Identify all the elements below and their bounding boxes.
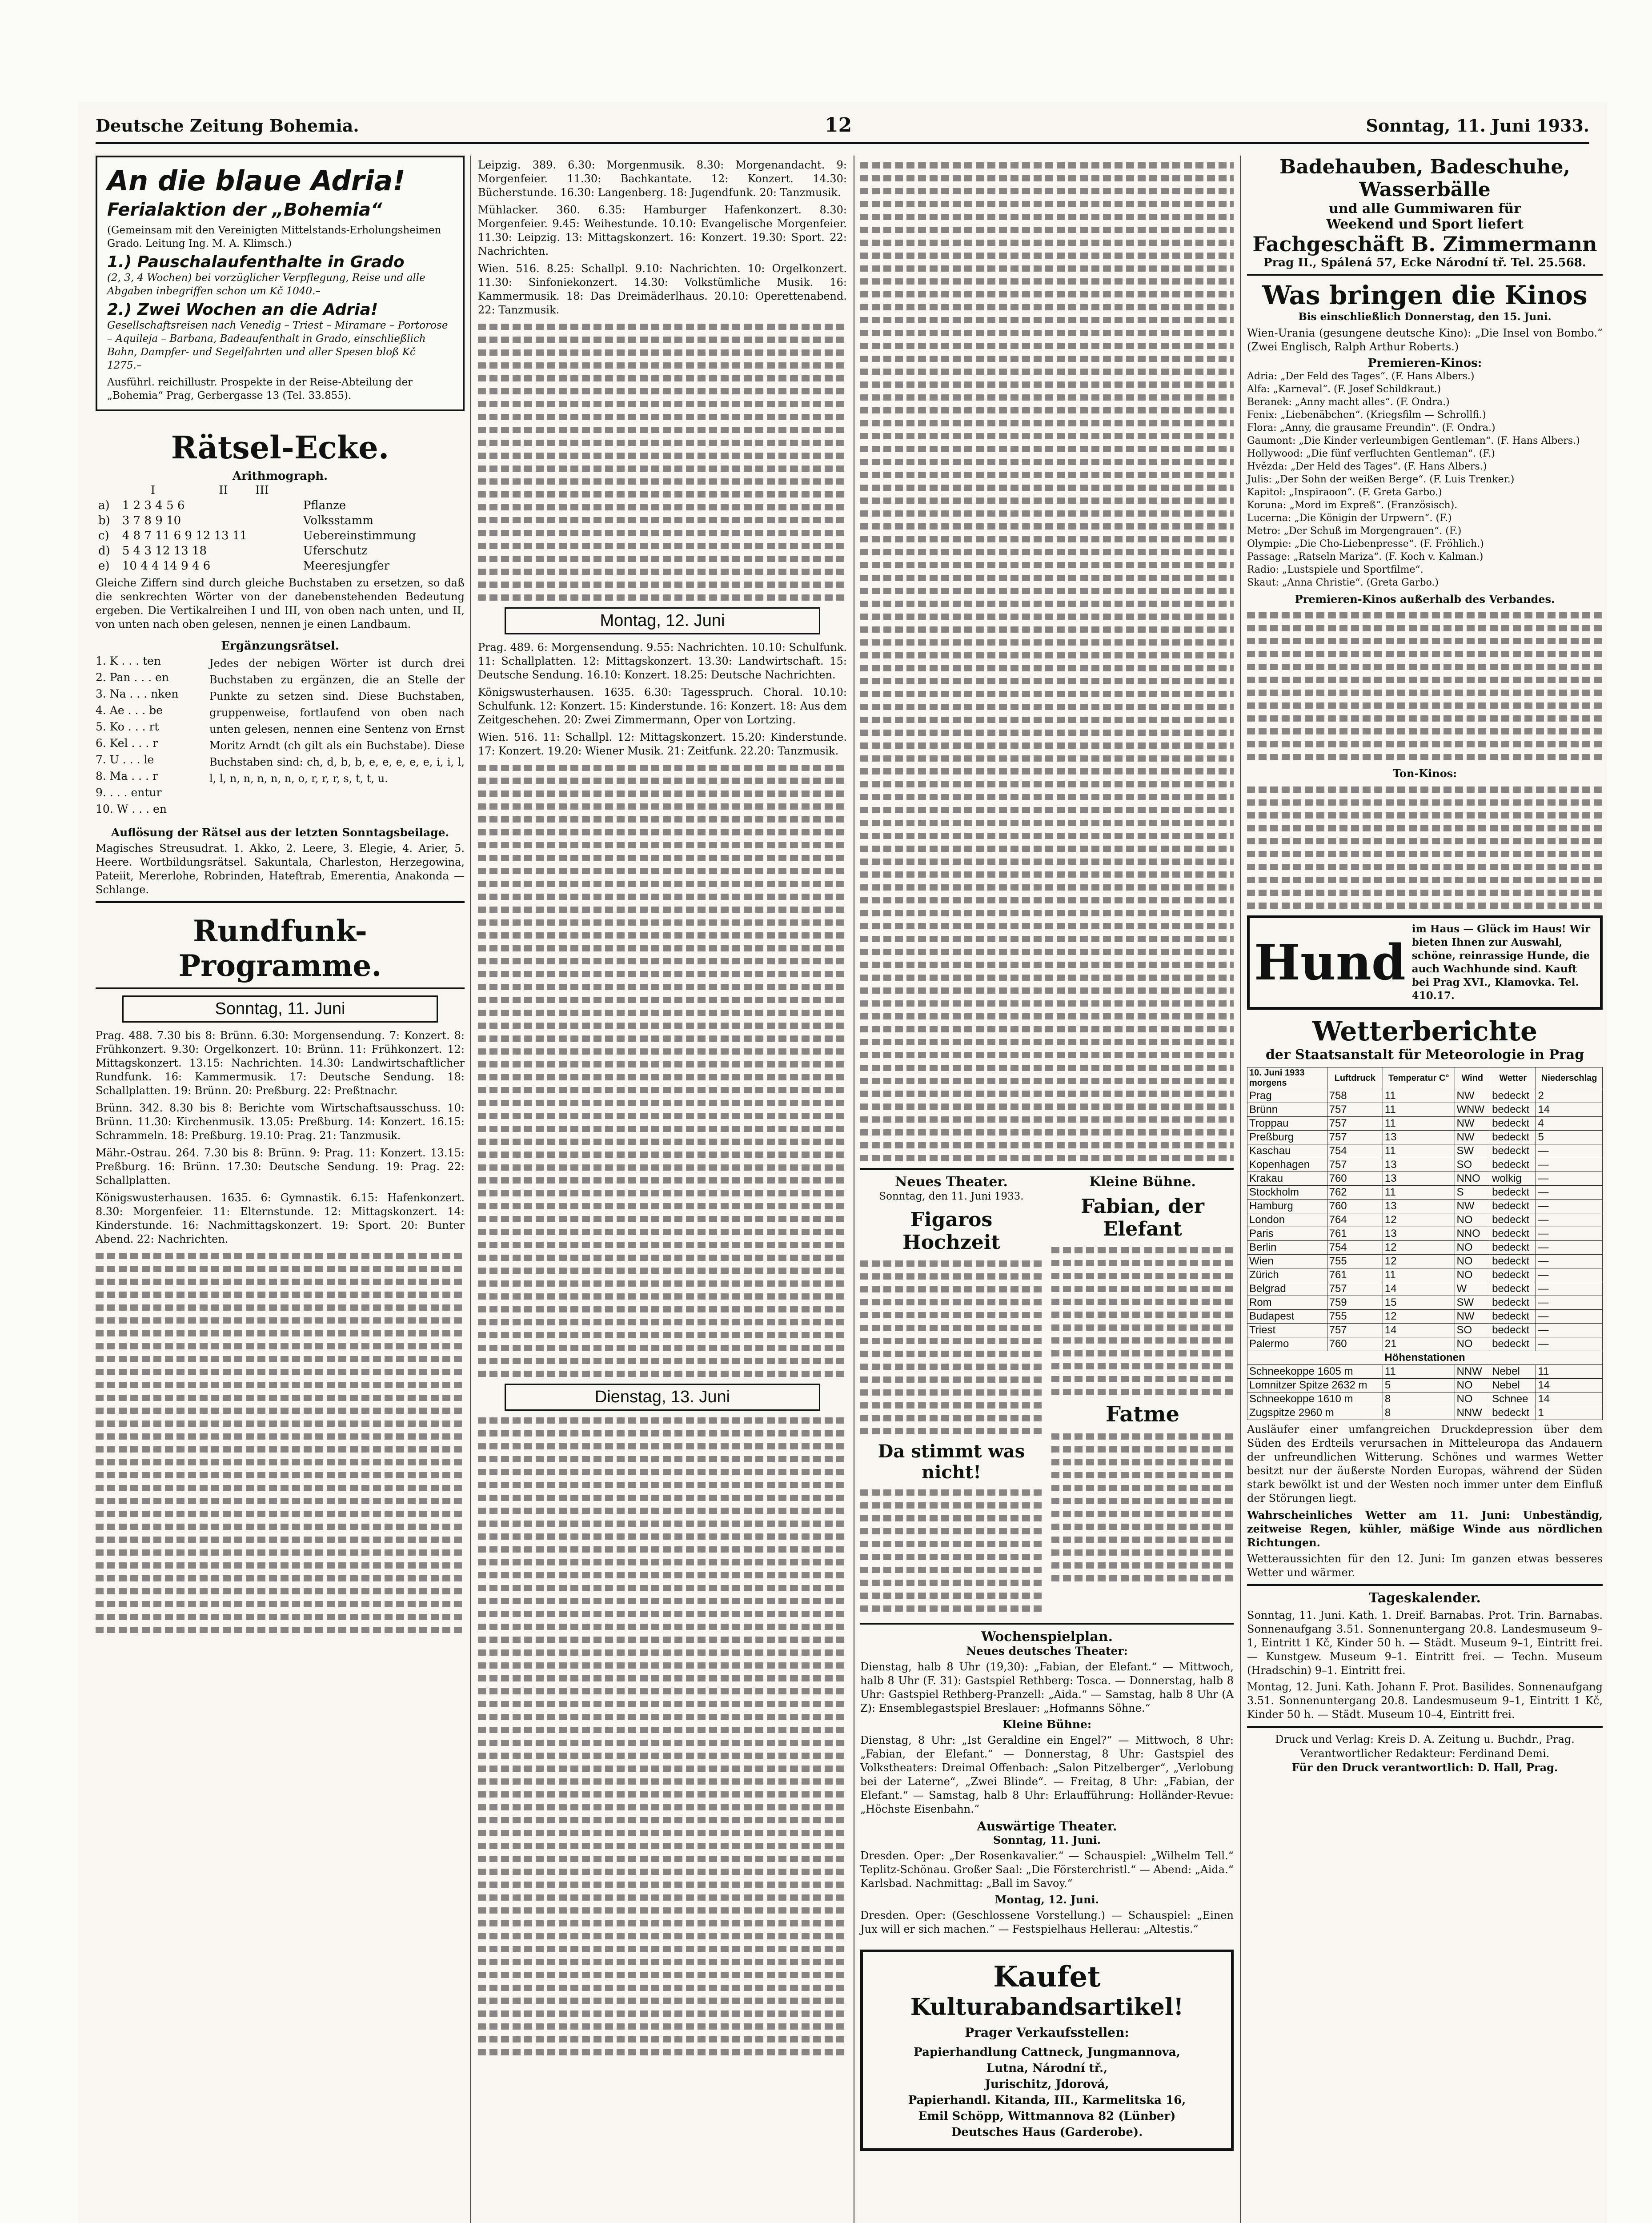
theater-date: Sonntag, den 11. Juni 1933. [879, 1191, 1024, 1202]
kultur-ad-sub: Prager Verkaufsstellen: [965, 2025, 1129, 2040]
weather-row: Preßburg 757 13 NW bedeckt 5 [1247, 1131, 1603, 1144]
divider [1247, 1584, 1603, 1586]
kultur-ad-title-2: Kulturabandsartikel! [910, 1994, 1184, 2021]
kino-premieren-title: Premieren-Kinos: [1367, 357, 1482, 370]
solution-title: Auflösung der Rätsel aus der letzten Sonntagsbeilage. [111, 826, 449, 839]
auswaertige-text: Dresden. Oper: (Geschlossene Vorstellung.) — Schauspiel: „Einen Jux will er sich machen.“ — Festspielhaus Hellerau: „Altestis.“ [860, 1909, 1234, 1935]
weather-row: Budapest 755 12 NW bedeckt — [1247, 1310, 1603, 1324]
arith-row: d) 5 4 3 12 13 18 Uferschutz [98, 544, 368, 558]
newspaper-page [78, 102, 1607, 2223]
page-number: 12 [825, 114, 852, 136]
column-divider [470, 156, 471, 2223]
theater-play: Fabian, der Elefant [1081, 1195, 1204, 1240]
kultur-ad-title: Kaufet [993, 1960, 1101, 1994]
zimmermann-line: und alle Gummiwaren für [1328, 201, 1521, 217]
day-heading-sunday: Sonntag, 11. Juni [122, 995, 438, 1023]
arith-col-header: I [150, 484, 156, 497]
weather-row: Kaschau 754 11 SW bedeckt — [1247, 1144, 1603, 1158]
puzzle-section-title: Rätsel-Ecke. [171, 429, 389, 466]
weather-row: Stockholm 762 11 S bedeckt — [1247, 1186, 1603, 1200]
imprint-line: Verantwortlicher Redakteur: Ferdinand Demi. [1300, 1747, 1550, 1760]
divider [96, 901, 465, 903]
erg-title: Ergänzungsrätsel. [221, 639, 339, 653]
weather-row: Krakau 760 13 NNO wolkig — [1247, 1172, 1603, 1186]
radio-program: Prag. 488. 7.30 bis 8: Brünn. 6.30: Morgensendung. 7: Konzert. 8: Frühkonzert. 9.30: Orgelkonzert. 10: Brünn. 11: Frühkonzert. 12: Mittagskonzert. 13.15: Nachrichten. 14.30: Landwirtschaftlicher Rundfunk. 16: Kammermusik. 17: Deutsche Sendung. 18: Schallplatten. 19: Brünn. 20: Preßburg. 22: Preßtnachr. Brünn. 342. 8.30 bis 8: Berichte vom Wirtschaftsausschuss. 10: Brünn. 11.30: Kirchenmusik. 13.05: Preßburg. 14: Konzert. 16.15: Schrammeln. 18: Preßburg. 19.10: Prag. 21: Tanzmusik. Mähr.-Ostrau. 264. 7.30 bis 8: Brünn. 9: Prag. 11: Konzert. 13.15: Preßburg. 16: Brünn. 17.30: Deutsche Sendung. 19: Prag. 22: Schallplatten. Königswusterhausen. 1635. 6: Gymnastik. 6.15: Hafenkonzert. 8.30: Morgenfeier. 11: Elternstunde. 12: Mittagskonzert. 14: Kinderstunde. 16: Nachmittagskonzert. 19: Sport. 20: Bunter Abend. 22: Nachrichten. [96, 1029, 465, 1245]
day-heading-monday: Montag, 12. Juni [505, 607, 820, 634]
arith-row: a) 1 2 3 4 5 6 Pflanze [98, 499, 346, 512]
weather-row: Palermo 760 21 NO bedeckt — [1247, 1337, 1603, 1351]
kulturverband-ad [860, 1950, 1234, 2151]
kino-sub: Bis einschließlich Donnerstag, den 15. Juni. [1298, 311, 1552, 323]
theater-title: Neues Theater. [895, 1174, 1008, 1190]
day-heading-tuesday: Dienstag, 13. Juni [505, 1384, 820, 1411]
kleine-buehne-title: Kleine Bühne: [1002, 1718, 1092, 1731]
issue-date: Sonntag, 11. Juni 1933. [1366, 116, 1589, 136]
adria-offer-2-text: Gesellschaftsreisen nach Venedig – Triest – Miramare – Portorose – Aquileja – Barbana, Badeaufenthalt in Grado, einschließlich Bahn, Dampfer- und Segelfahrten und aller Spesen bloß Kč 1275.– [107, 320, 448, 371]
auswaertige-date: Sonntag, 11. Juni. [993, 1834, 1101, 1846]
erg-list: 1. K . . . ten 2. Pan . . . en 3. Na . . . nken 4. Ae . . . be 5. Ko . . . rt 6. Kel . . . r 7. U . . . le 8. Ma . . . r 9. . . . entur 10. W . . . en [96, 654, 179, 815]
imprint-line: Druck und Verlag: Kreis D. A. Zeitung u. Buchdr., Prag. [1275, 1733, 1575, 1745]
arith-row: e) 10 4 4 14 9 4 6 Meeresjungfer [98, 559, 390, 573]
weather-hoch-row: Schneekoppe 1605 m 11 NNW Nebel 11 [1247, 1365, 1603, 1379]
hund-ad-title: Hund [1254, 934, 1406, 991]
imprint [1247, 1732, 1603, 1775]
adria-ad-title: An die blaue Adria! [107, 165, 405, 197]
tageskalender-text-2: Montag, 12. Juni. Kath. Johann F. Prot. Basilides. Sonnenaufgang 3.51. Sonnenuntergang 20.8. Landesmuseum 9–1, Eintritt 1 Kč, Kinder 50 h. — Städt. Museum 10–4, Eintritt frei. [1247, 1681, 1603, 1721]
arith-row: b) 3 7 8 9 10 Volksstamm [98, 514, 373, 527]
hund-ad-text: im Haus — Glück im Haus! Wir bieten Ihnen zur Auswahl, schöne, reinrassige Hunde, die auch Wachhunde sind. Kauft bei Prag XVI., Klamovka. Tel. 410.17. [1411, 923, 1591, 1002]
weather-table: 10. Juni 1933 morgens Luftdruck Temperatur C° Wind Wetter Niederschlag Prag 758 11 NW bedeckt 2 Brünn 757 11 WNW bedeckt 14 Troppau 757 11 NW bedeckt 4 Preßburg 757 13 NW bedeckt 5 Kaschau 754 11 SW bedeckt — Kopenhagen 757 13 SO bedeckt — Krakau 760 13 NNO wolkig — Stockholm 762 11 S bedeckt — Hamburg 760 13 NW bedeckt — London 764 12 NO bedeckt — Paris 761 13 NNO bedeckt — Berlin 754 12 NO bedeckt — Wien 755 12 NO bedeckt — Zürich 761 11 NO bedeckt — Belgrad 757 14 W bedeckt — Rom 759 15 SW bedeckt — Budapest 755 12 NW bedeckt — Triest 757 14 SO bedeckt — Palermo 760 21 NO bedeckt — Höhenstationen Schneekoppe 1605 m 11 NNW Nebel 11 Lomnitzer Spitze 2632 m 5 NO Nebel 14 Schneekoppe 1610 m 8 NO Schnee 14 Zugspitze 2960 m 8 NNW bedeckt 1 [1247, 1067, 1603, 1420]
weather-hoch-row: Lomnitzer Spitze 2632 m 5 NO Nebel 14 [1247, 1379, 1603, 1392]
text-continuation [478, 324, 847, 601]
divider [96, 987, 465, 989]
weather-hoch-row: Schneekoppe 1610 m 8 NO Schnee 14 [1247, 1392, 1603, 1406]
weather-row: Wien 755 12 NO bedeckt — [1247, 1255, 1603, 1268]
weather-row: Troppau 757 11 NW bedeckt 4 [1247, 1117, 1603, 1131]
column-2 [478, 156, 847, 2223]
zimmermann-line: Prag II., Spálená 57, Ecke Národní tř. Tel. 25.568. [1263, 256, 1586, 269]
weather-time: morgens [1249, 1078, 1287, 1088]
kino-uber-title: Premieren-Kinos außerhalb des Verbandes. [1295, 593, 1555, 606]
kino-title: Was bringen die Kinos [1262, 280, 1588, 310]
theater-play: Da stimmt was nicht! [878, 1441, 1025, 1483]
radio-program: Prag. 489. 6: Morgensendung. 9.55: Nachrichten. 10.10: Schulfunk. 11: Schallplatten. 12: Mittagskonzert. 13.30: Landwirtschaft. 15: Deutsche Sendung. 16.10: Konzert. 18.25: Deutsche Nachrichten. Königswusterhausen. 1635. 6.30: Tagesspruch. Choral. 10.10: Schulfunk. 12: Konzert. 15: Kinderstunde. 16: Konzert. 18: Aus dem Zeitgeschehen. 20: Zwei Zimmermann, Oper von Lortzing. Wien. 516. 11: Schallpl. 12: Mittagskonzert. 15.20: Kinderstunde. 17: Konzert. 19.20: Wiener Musik. 21: Zeitfunk. 22.20: Tanzmusik. [478, 641, 847, 757]
kleine-buehne-text: Dienstag, 8 Uhr: „Ist Geraldine ein Engel?“ — Mittwoch, 8 Uhr: „Fabian, der Elefant.“ — Donnerstag, 8 Uhr: Gastspiel des Volkstheaters: Dreimal Offenbach: „Salon Pitzelberger“, „Verlobung bei der Laterne“, „Zwei Blinde“. — Freitag, 8 Uhr: „Fabian, der Elefant.“ — Samstag, halb 8 Uhr: Erlaufführung: Holländer-Revue: „Höchste Eisenbahn.“ [860, 1734, 1234, 1815]
adria-ad-footer: Ausführl. reichillustr. Prospekte in der Reise-Abteilung der „Bohemia“ Prag, Gerbergasse 13 (Tel. 33.855). [107, 377, 413, 401]
adria-ad-subtitle: Ferialaktion der „Bohemia“ [107, 200, 382, 220]
arithmograph-title: Arithmograph. [232, 469, 328, 483]
weather-outlook: Wahrscheinliches Wetter am 11. Juni: Unbeständig, zeitweise Regen, kühler, mäßige Winde aus nördlichen Richtungen. [1247, 1509, 1603, 1549]
wochenspielplan-text: Dienstag, halb 8 Uhr (19,30): „Fabian, der Elefant.“ — Mittwoch, halb 8 Uhr (F. 31): Gastspiel Rethberg: Tosca. — Donnerstag, halb 8 Uhr: Gastspiel Rethberg-Pranzell: „Aida.“ — Samstag, halb 8 Uhr (A Z): Ensemblegastspiel Breslauer: „Hofmanns Söhne.“ [860, 1661, 1234, 1714]
adria-ad-intro: (Gemeinsam mit den Vereinigten Mittelstands-Erholungsheimen Grado. Leitung Ing. M. A. Klimsch.) [107, 225, 441, 249]
radio-program: Leipzig. 389. 6.30: Morgenmusik. 8.30: Morgenandacht. 9: Morgenfeier. 11.30: Bachkantate. 12: Konzert. 14.30: Bücherstunde. 16.30: Langenberg. 18: Jugendfunk. 20: Tanzmusik. Mühlacker. 360. 6.35: Hamburger Hafenkonzert. 8.30: Morgenfeier. 9.45: Weihestunde. 10.10: Evangelische Morgenfeier. 11.30: Leipzig. 13: Mittagskonzert. 16: Konzert. 19.30: Sport. 22: Nachrichten. Wien. 516. 8.25: Schallpl. 9.10: Nachrichten. 10: Orgelkonzert. 11.30: Sinfoniekonzert. 14.30: Volkstümliche Musik. 16: Kammermusik. 18: Das Dreimäderlhaus. 20.10: Operettenabend. 22: Tanzmusik. [478, 159, 847, 316]
weather-subtitle: der Staatsanstalt für Meteorologie in Prag [1265, 1047, 1584, 1063]
weather-hoch-row: Zugspitze 2960 m 8 NNW bedeckt 1 [1247, 1406, 1603, 1420]
weather-title: Wetterberichte [1312, 1016, 1538, 1047]
adria-offer-1-text: (2, 3, 4 Wochen) bei vorzüglicher Verpflegung, Reise und alle Abgaben inbegriffen schon um Kč 1040.– [107, 272, 425, 297]
auswaertige-date: Montag, 12. Juni. [995, 1893, 1099, 1906]
weather-outlook-2: Wetteraussichten für den 12. Juni: Im ganzen etwas besseres Wetter und wärmer. [1247, 1553, 1603, 1579]
weather-hoch-title: Höhenstationen [1247, 1351, 1603, 1365]
weather-row: London 764 12 NO bedeckt — [1247, 1213, 1603, 1227]
divider [1247, 1726, 1603, 1728]
page-header [96, 111, 1589, 144]
auswaertige-text: Dresden. Oper: „Der Rosenkavalier.“ — Schauspiel: „Wilhelm Tell.“ Teplitz-Schönau. Großer Saal: „Die Försterchristl.“ — Abend: „Aida.“ Karlsbad. Nachmittag: „Ball im Savoy.“ [860, 1850, 1234, 1890]
weather-text: Ausläufer einer umfangreichen Druckdepression über dem Süden des Erdteils verursachen in Mitteleuropa das Andauern der unfreundlichen Witterung. Schönes und warmes Wetter besitzt nur der äußerste Norden Europas, während der Süden stark bewölkt ist und der Westen noch immer unter dem Einfluß der Störungen liegt. [1247, 1423, 1603, 1505]
weather-row: Berlin 754 12 NO bedeckt — [1247, 1241, 1603, 1255]
column-divider [1240, 156, 1241, 2223]
adria-offer-1-title: 1.) Pauschalaufenthalte in Grado [107, 253, 405, 271]
weather-row: Hamburg 760 13 NW bedeckt — [1247, 1200, 1603, 1213]
weather-row: Prag 758 11 NW bedeckt 2 [1247, 1089, 1603, 1103]
kino-uraufuhr: Wien-Urania (gesungene deutsche Kino): „Die Insel von Bombo.“ (Zwei Englisch, Ralph Arthur Roberts.) [1247, 327, 1603, 353]
neues-theater [860, 1174, 1043, 1618]
adria-ad [96, 156, 465, 411]
zimmermann-line: Fachgeschäft B. Zimmermann [1252, 232, 1597, 256]
arith-row: c) 4 8 7 11 6 9 12 13 11 Uebereinstimmung [98, 529, 416, 542]
zimmermann-line: Badehauben, Badeschuhe, Wasserbälle [1279, 156, 1570, 201]
zimmermann-line: Weekend und Sport liefert [1326, 217, 1524, 232]
column-4 [1247, 156, 1603, 2223]
theater-play: Fatme [1105, 1402, 1180, 1427]
tageskalender-title: Tageskalender. [1369, 1590, 1481, 1606]
divider [1247, 274, 1603, 276]
imprint-line: Für den Druck verantwortlich: D. Hall, Prag. [1291, 1761, 1558, 1774]
weather-row: Paris 761 13 NNO bedeckt — [1247, 1227, 1603, 1241]
text-continuation [860, 162, 1234, 1161]
weather-row: Brünn 757 11 WNW bedeckt 14 [1247, 1103, 1603, 1117]
text-continuation [478, 1417, 847, 2055]
column-3 [860, 156, 1234, 2223]
arithmograph-table [96, 483, 465, 574]
solution-text: Magisches Streusudrat. 1. Akko, 2. Leere, 3. Elegie, 4. Arier, 5. Heere. Wortbildungsrätsel. Sakuntala, Charleston, Herzegowina, Pateiit, Mererlohe, Robrinden, Hateftrab, Emerentia, Anakonda — Schlange. [96, 842, 465, 896]
weather-row: Kopenhagen 757 13 SO bedeckt — [1247, 1158, 1603, 1172]
text-continuation [96, 1253, 465, 1633]
hund-ad [1247, 915, 1603, 1010]
newspaper-name: Deutsche Zeitung Bohemia. [96, 116, 359, 136]
weather-date: 10. Juni 1933 [1249, 1068, 1305, 1078]
theater-play: Figaros Hochzeit [902, 1208, 1000, 1254]
kino-ton-title: Ton-Kinos: [1392, 767, 1457, 780]
kultur-ad-list: Papierhandlung Cattneck, Jungmannova, Lutna, Národní tř., Jurischitz, Jdorová, Papierhandl. Kitanda, III., Karmelitska 16, Emil Schöpp, Wittmannova 82 (Lünber) Deutsches Haus (Garderobe). [908, 2046, 1186, 2139]
weather-row: Belgrad 757 14 W bedeckt — [1247, 1282, 1603, 1296]
arith-col-header: II [219, 484, 228, 497]
arithmograph-text: Gleiche Ziffern sind durch gleiche Buchstaben zu ersetzen, so daß die senkrechten Wörter von der danebenstehenden Bedeutung ergeben. Die Vertikalreihen I und III, von oben nach unten, und II, von unten nach oben gelesen, nennen je einen Landbaum. [96, 577, 465, 630]
theater-title: Kleine Bühne. [1089, 1174, 1196, 1190]
weather-row: Triest 757 14 SO bedeckt — [1247, 1324, 1603, 1337]
text-continuation [478, 765, 847, 1377]
erg-text: Jedes der nebigen Wörter ist durch drei Buchstaben zu ergänzen, die an Stelle der Punkte zu setzen sind. Diese Buchstaben, gruppenweise, fortlaufend von oben nach unten gelesen, nennen eine Sentenz von Ernst Moritz Arndt (ch gilt als ein Buchstabe). Diese Buchstaben sind: ch, d, b, b, e, e, e, e, e, i, i, l, l, l, n, n, n, n, n, o, r, r, r, s, t, t, u. [209, 657, 465, 785]
adria-offer-2-title: 2.) Zwei Wochen an die Adria! [107, 301, 378, 319]
erg-block [96, 653, 465, 817]
divider [860, 1623, 1234, 1625]
weather-row: Rom 759 15 SW bedeckt — [1247, 1296, 1603, 1310]
arith-col-header: III [255, 484, 269, 497]
weather-row: Zürich 761 11 NO bedeckt — [1247, 1268, 1603, 1282]
auswaertige-title: Auswärtige Theater. [977, 1819, 1117, 1834]
wochenspielplan-title: Wochenspielplan. [981, 1629, 1113, 1645]
wochenspielplan-sub: Neues deutsches Theater: [966, 1645, 1128, 1657]
kleine-buehne [1051, 1174, 1234, 1618]
kino-list: Adria: „Der Feld des Tages“. (F. Hans Albers.) Alfa: „Karneval“. (F. Josef Schildkraut.) Beranek: „Anny macht alles“. (F. Ondra.) Fenix: „Liebenäbchen“. (Kriegsfilm — Schrollfi.) Flora: „Anny, die grausame Freundin“. (F. Ondra.) Gaumont: „Die Kinder verleumbigen Gentleman“. (F. Hans Albers.) Hollywood: „Die fünf verfluchten Gentleman“. (F.) Hvězda: „Der Held des Tages“. (F. Hans Albers.) Julis: „Der Sohn der weißen Berge“. (F. Luis Trenker.) Kapitol: „Inspiraoon“. (F. Greta Garbo.) Koruna: „Mord im Expreß“. (Französisch). Lucerna: „Die Königin der Urpwern“. (F.) Metro: „Der Schuß im Morgengrauen“. (F.) Olympie: „Die Cho-Liebenpresse“. (F. Fröhlich.) Passage: „Ratseln Mariza“. (F. Koch v. Kalman.) Radio: „Lustspiele und Sportfilme“. Skaut: „Anna Christie“. (Greta Garbo.) [1247, 371, 1580, 588]
column-1 [96, 156, 465, 2223]
zimmermann-ad [1247, 156, 1603, 269]
tageskalender-text: Sonntag, 11. Juni. Kath. 1. Dreif. Barnabas. Prot. Trin. Barnabas. Sonnenaufgang 3.51. Sonnenuntergang 20.8. Landesmuseum 9–1, Eintritt 1 Kč, Kinder 50 h. — Städt. Museum 9–1, Eintritt frei. — Kunstgew. Museum 9–1. Eintritt frei. — Techn. Museum (Hradschin) 9–1. Eintritt frei. [1247, 1609, 1603, 1677]
radio-section-title: Rundfunk-Programme. [178, 914, 382, 983]
theater-block [860, 1174, 1234, 1618]
divider [860, 1168, 1234, 1170]
